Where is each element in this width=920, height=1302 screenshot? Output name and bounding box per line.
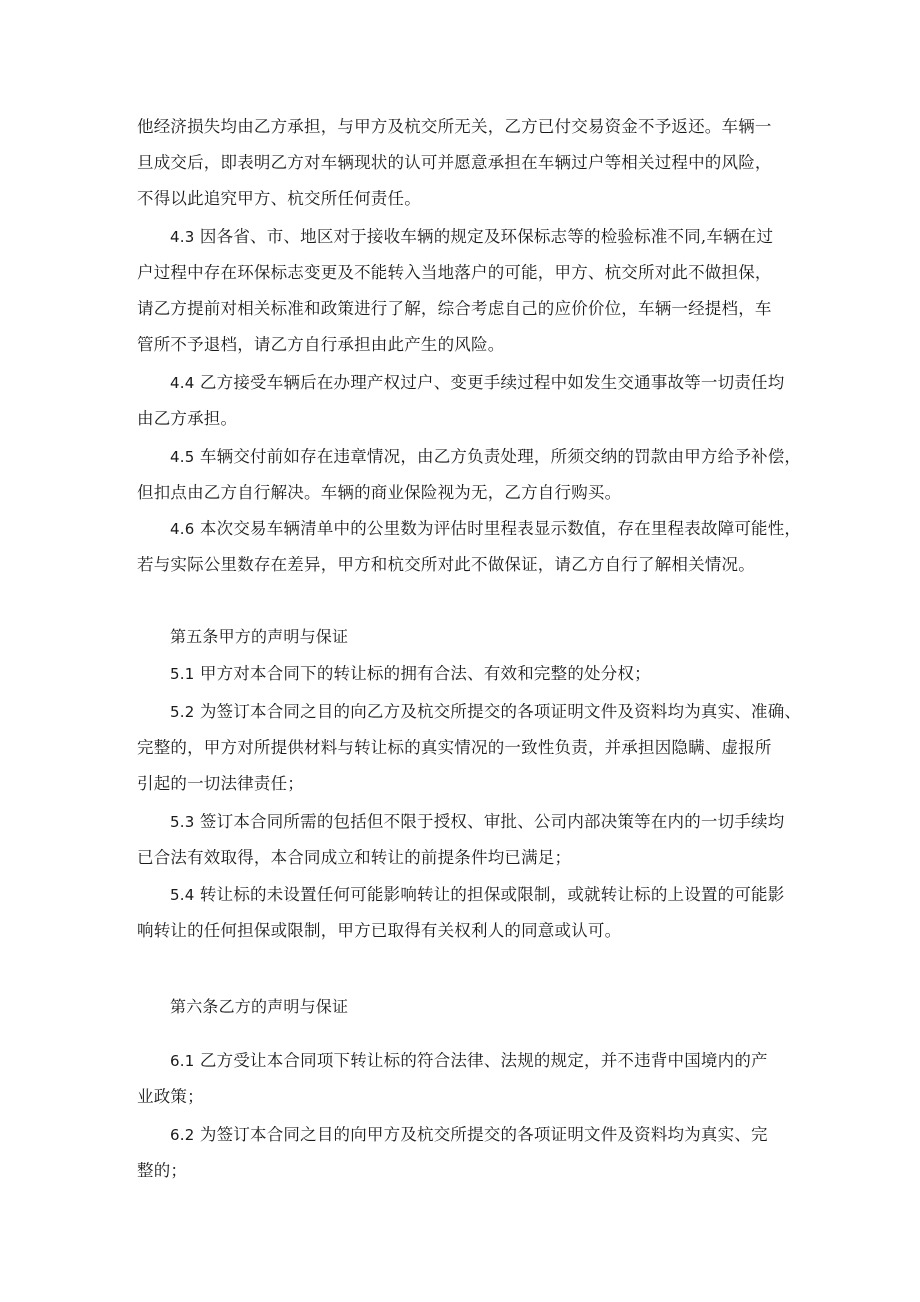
article-5-title: 第五条甲方的声明与保证 bbox=[170, 627, 349, 646]
clause-4-6 bbox=[170, 518, 801, 540]
clause-text: 因各省、市、地区对于接收车辆的规定及环保标志等的检验标准不同,车辆在过 bbox=[199, 227, 774, 246]
clause-4-5 bbox=[170, 446, 801, 468]
text-line: 户过程中存在环保标志变更及不能转入当地落户的可能，甲方、杭交所对此不做担保， bbox=[137, 263, 772, 282]
clause-number: 4.3 bbox=[170, 228, 195, 246]
text-line: 业政策； bbox=[137, 1087, 204, 1106]
clause-5-4 bbox=[170, 884, 784, 906]
clause-5-3 bbox=[170, 811, 784, 833]
clause-text: 为签订本合同之目的向乙方及杭交所提交的各项证明文件及资料均为真实、准确、 bbox=[199, 702, 802, 721]
clause-6-1 bbox=[170, 1050, 768, 1072]
text-line: 管所不予退档，请乙方自行承担由此产生的风险。 bbox=[137, 335, 505, 354]
text-line: 不得以此追究甲方、杭交所任何责任。 bbox=[137, 189, 421, 208]
text-line: 整的； bbox=[137, 1161, 188, 1180]
clause-number: 6.2 bbox=[170, 1126, 195, 1144]
clause-number: 5.3 bbox=[170, 813, 195, 831]
clause-5-1 bbox=[170, 663, 651, 685]
clause-text: 甲方对本合同下的转让标的拥有合法、有效和完整的处分权； bbox=[199, 664, 651, 683]
clause-6-2 bbox=[170, 1124, 768, 1146]
clause-number: 4.4 bbox=[170, 374, 195, 392]
text-line: 由乙方承担。 bbox=[137, 409, 238, 428]
clause-4-4 bbox=[170, 372, 784, 394]
text-line: 引起的一切法律责任； bbox=[137, 774, 304, 793]
text-line: 请乙方提前对相关标准和政策进行了解，综合考虑自己的应价价位，车辆一经提档，车 bbox=[137, 299, 772, 318]
clause-5-2 bbox=[170, 701, 801, 723]
clause-number: 5.1 bbox=[170, 665, 195, 683]
text-line: 旦成交后，即表明乙方对车辆现状的认可并愿意承担在车辆过户等相关过程中的风险， bbox=[137, 153, 772, 172]
article-6-title: 第六条乙方的声明与保证 bbox=[170, 997, 349, 1016]
text-line: 已合法有效取得，本合同成立和转让的前提条件均已满足； bbox=[137, 848, 572, 867]
clause-number: 4.5 bbox=[170, 448, 195, 466]
clause-text: 本次交易车辆清单中的公里数为评估时里程表显示数值，存在里程表故障可能性， bbox=[199, 519, 802, 538]
clause-number: 6.1 bbox=[170, 1052, 195, 1070]
clause-text: 乙方接受车辆后在办理产权过户、变更手续过程中如发生交通事故等一切责任均 bbox=[199, 373, 785, 392]
text-line: 完整的，甲方对所提供材料与转让标的真实情况的一致性负责，并承担因隐瞒、虚报所 bbox=[137, 738, 772, 757]
clause-number: 5.2 bbox=[170, 703, 195, 721]
clause-text: 签订本合同所需的包括但不限于授权、审批、公司内部决策等在内的一切手续均 bbox=[199, 812, 785, 831]
clause-text: 转让标的未设置任何可能影响转让的担保或限制，或就转让标的上设置的可能影 bbox=[199, 885, 785, 904]
clause-text: 车辆交付前如存在违章情况，由乙方负责处理，所须交纳的罚款由甲方给予补偿， bbox=[199, 447, 802, 466]
clause-text: 为签订本合同之目的向甲方及杭交所提交的各项证明文件及资料均为真实、完 bbox=[199, 1125, 768, 1144]
clause-number: 4.6 bbox=[170, 520, 195, 538]
clause-text: 乙方受让本合同项下转让标的符合法律、法规的规定，并不违背中国境内的产 bbox=[199, 1051, 768, 1070]
clause-number: 5.4 bbox=[170, 886, 195, 904]
clause-4-3 bbox=[170, 226, 773, 248]
text-line: 响转让的任何担保或限制，甲方已取得有关权利人的同意或认可。 bbox=[137, 921, 622, 940]
text-line: 但扣点由乙方自行解决。车辆的商业保险视为无，乙方自行购买。 bbox=[137, 483, 622, 502]
text-line: 他经济损失均由乙方承担，与甲方及杭交所无关，乙方已付交易资金不予返还。车辆一 bbox=[137, 117, 772, 136]
text-line: 若与实际公里数存在差异，甲方和杭交所对此不做保证，请乙方自行了解相关情况。 bbox=[137, 555, 755, 574]
